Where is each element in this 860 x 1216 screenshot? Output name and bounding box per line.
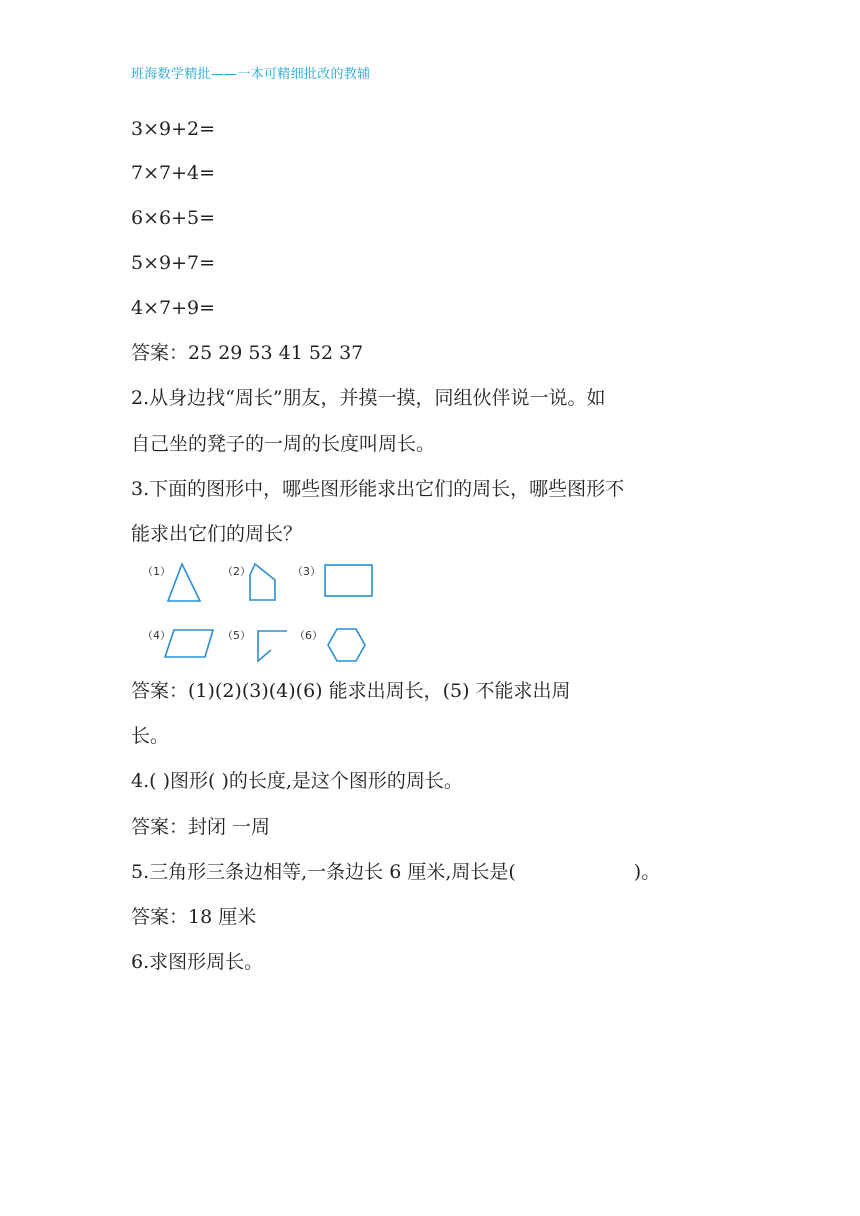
figure-2-label: （2）: [222, 565, 251, 578]
rectangle-figure: [324, 564, 374, 598]
equation-2: 7×7+4=: [131, 162, 216, 184]
answer-5: 答案：18 厘米: [131, 906, 257, 928]
equation-4: 5×9+7=: [131, 252, 216, 274]
question-4: 4.( )图形( )的长度,是这个图形的周长。: [131, 770, 463, 792]
figure-3-label: （3）: [292, 565, 321, 578]
answer-3-line-1: 答案：(1)(2)(3)(4)(6) 能求出周长，(5) 不能求出周: [131, 680, 571, 702]
figure-6-label: （6）: [294, 629, 323, 642]
hexagon-figure: [327, 627, 367, 663]
open-angle-figure: [255, 630, 289, 664]
question-2-line-2: 自己坐的凳子的一周的长度叫周长。: [131, 433, 436, 455]
question-3-line-2: 能求出它们的周长？: [131, 523, 303, 545]
question-5-text: 5.三角形三条边相等,一条边长 6 厘米,周长是(: [131, 861, 516, 883]
question-5: [131, 860, 660, 884]
figure-1-label: （1）: [142, 565, 171, 578]
equation-5: 4×7+9=: [131, 297, 216, 319]
figure-5-label: （5）: [222, 629, 251, 642]
answer-1: 答案：25 29 53 41 52 37: [131, 342, 364, 364]
page-header: 班海数学精批——一本可精细批改的教辅: [131, 67, 371, 82]
question-3-line-1: 3.下面的图形中，哪些图形能求出它们的周长，哪些图形不: [131, 478, 625, 500]
figure-4-label: （4）: [142, 629, 171, 642]
equation-3: 6×6+5=: [131, 207, 216, 229]
question-2-line-1: 2.从身边找“周长”朋友，并摸一摸，同组伙伴说一说。如: [131, 387, 606, 409]
answer-4: 答案：封闭 一周: [131, 816, 271, 838]
answer-3-line-2: 长。: [131, 725, 170, 747]
pentagon-figure: [248, 561, 280, 603]
parallelogram-figure: [163, 628, 215, 660]
equation-1: 3×9+2=: [131, 118, 216, 140]
triangle-figure: [166, 561, 202, 603]
question-6: 6.求图形周长。: [131, 951, 264, 973]
question-5-end: )。: [633, 861, 661, 883]
